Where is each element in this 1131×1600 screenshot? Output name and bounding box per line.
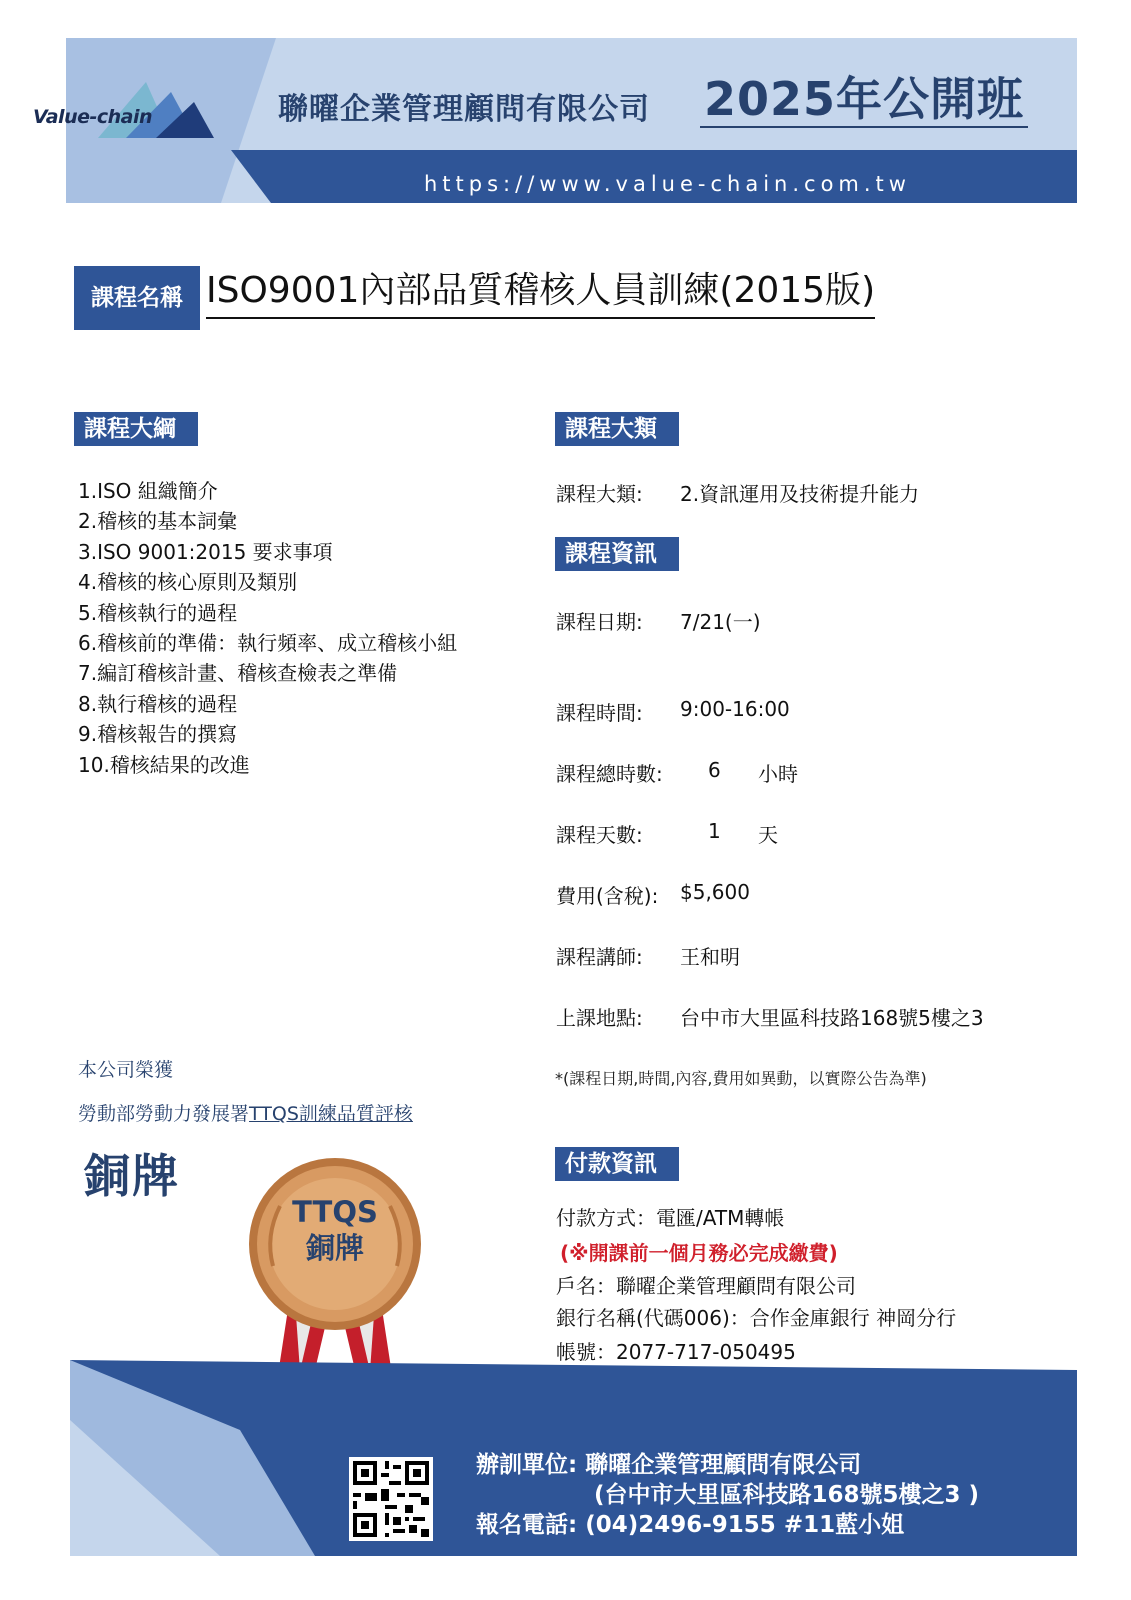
course-name-tag: 課程名稱 — [74, 266, 200, 330]
award-title: TTQS訓練品質評核 — [249, 1103, 413, 1125]
teacher-value: 王和明 — [680, 945, 740, 969]
teacher-label: 課程講師: — [556, 945, 643, 969]
fee-value: $5,600 — [680, 880, 750, 904]
category-heading: 課程大類 — [555, 412, 679, 446]
list-item: 7.編訂稽核計畫、稽核查檢表之準備 — [78, 661, 398, 686]
date-label: 課程日期: — [556, 610, 643, 634]
medal-text-bronze: 銅牌 — [305, 1231, 364, 1265]
bronze-label: 銅牌 — [84, 1149, 180, 1203]
outline-list — [78, 476, 457, 780]
account-number: 帳號：2077-717-050495 — [556, 1340, 796, 1364]
payment-method: 付款方式：電匯/ATM轉帳 — [556, 1206, 785, 1230]
payment-heading: 付款資訊 — [555, 1147, 679, 1181]
location-label: 上課地點: — [556, 1006, 643, 1030]
payment-warning: (※開課前一個月務必完成繳費) — [560, 1241, 838, 1265]
date-value: 7/21(一) — [680, 610, 761, 634]
days-label: 課程天數: — [556, 823, 643, 847]
medal-text-ttqs: TTQS — [292, 1195, 378, 1229]
company-name: 聯曜企業管理顧問有限公司 — [278, 92, 650, 127]
list-item: 6.稽核前的準備：執行頻率、成立稽核小組 — [78, 631, 458, 656]
location-value: 台中市大里區科技路168號5樓之3 — [680, 1006, 984, 1030]
category-label: 課程大類: — [556, 482, 643, 506]
list-item: 3.ISO 9001:2015 要求事項 — [78, 539, 333, 564]
list-item: 1.ISO 組織簡介 — [78, 479, 218, 503]
fee-label: 費用(含稅): — [556, 884, 659, 908]
days-unit: 天 — [758, 823, 778, 847]
hours-unit: 小時 — [758, 762, 798, 786]
list-item: 8.執行稽核的過程 — [78, 691, 238, 716]
year-title: 2025年公開班 — [700, 72, 1028, 128]
list-item: 9.稽核報告的撰寫 — [78, 722, 238, 747]
award-description — [78, 1099, 413, 1126]
award-intro: 本公司榮獲 — [78, 1059, 174, 1081]
course-title: ISO9001內部品質稽核人員訓練(2015版) — [206, 266, 875, 319]
info-heading: 課程資訊 — [555, 537, 679, 571]
time-label: 課程時間: — [556, 701, 643, 725]
time-value: 9:00-16:00 — [680, 697, 790, 721]
list-item: 10.稽核結果的改進 — [78, 752, 250, 777]
website-url[interactable]: https://www.value-chain.com.tw — [424, 172, 911, 196]
change-note: *(課程日期,時間,內容,費用如異動，以實際公告為準) — [555, 1069, 927, 1088]
footer-organizer: 辦訓單位: 聯曜企業管理顧問有限公司 — [476, 1452, 862, 1478]
days-value: 1 — [708, 819, 721, 843]
footer-phone[interactable]: 報名電話: (04)2496-9155 #11藍小姐 — [476, 1512, 905, 1538]
award-agency: 勞動部勞動力發展署 — [78, 1103, 250, 1125]
hours-label: 課程總時數: — [556, 762, 663, 786]
hours-value: 6 — [708, 758, 721, 782]
logo-text: Value-chain — [33, 106, 153, 128]
qr-code[interactable] — [349, 1457, 433, 1541]
list-item: 5.稽核執行的過程 — [78, 600, 238, 625]
list-item: 4.稽核的核心原則及類別 — [78, 570, 298, 595]
account-name: 戶名：聯曜企業管理顧問有限公司 — [556, 1274, 856, 1298]
bank-name: 銀行名稱(代碼006)：合作金庫銀行 神岡分行 — [556, 1306, 957, 1330]
list-item: 2.稽核的基本詞彙 — [78, 509, 238, 534]
outline-heading: 課程大綱 — [74, 412, 198, 446]
footer-address: (台中市大里區科技路168號5樓之3 ) — [594, 1482, 980, 1508]
category-value: 2.資訊運用及技術提升能力 — [680, 482, 920, 506]
